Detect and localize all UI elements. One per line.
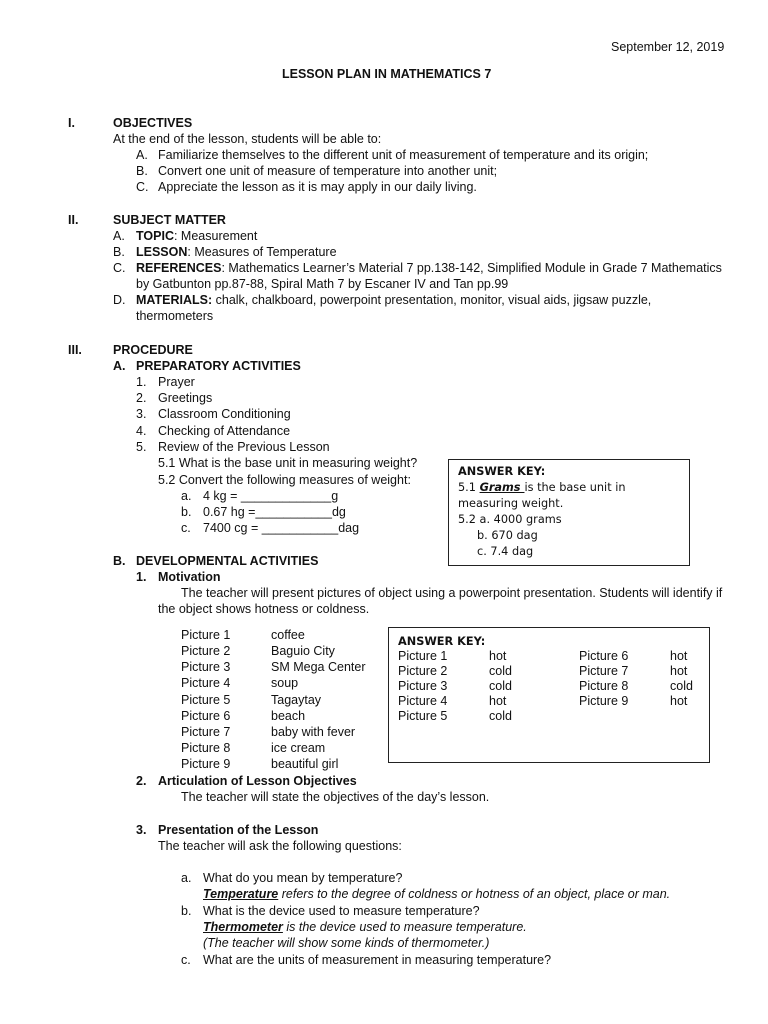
answer-definition: is the device used to measure temperature.: [282, 920, 527, 934]
question-device: What is the device used to measure temperature?: [203, 904, 480, 918]
question-letter: b.: [181, 904, 192, 918]
dev-heading: DEVELOPMENTAL ACTIVITIES: [136, 554, 319, 568]
articulation-text: The teacher will state the objectives of the day’s lesson.: [181, 790, 490, 804]
objective-letter: A.: [136, 148, 148, 162]
prep-item: Review of the Previous Lesson: [158, 440, 330, 454]
picture-label: Picture 7: [181, 725, 231, 739]
answer-picture-label: Picture 6: [579, 649, 629, 663]
references-letter: C.: [113, 261, 126, 275]
objective-letter: B.: [136, 164, 148, 178]
picture-label: Picture 3: [181, 660, 231, 674]
section-heading-objectives: OBJECTIVES: [113, 116, 193, 130]
articulation-heading: Articulation of Lesson Objectives: [158, 774, 357, 788]
objective-item: Convert one unit of measure of temperature into another unit;: [158, 164, 498, 178]
picture-label: Picture 6: [181, 709, 231, 723]
answer-picture-value: cold: [670, 679, 693, 693]
picture-value: SM Mega Center: [271, 660, 366, 674]
picture-label: Picture 5: [181, 693, 231, 707]
section-number-objectives: I.: [68, 116, 75, 130]
references-text-continued: by Gatbunton pp.87-88, Spiral Math 7 by Escaner IV and Tan pp.99: [136, 277, 509, 291]
picture-label: Picture 9: [181, 757, 231, 771]
answer-prefix: 5.1: [458, 481, 480, 494]
materials-text: chalk, chalkboard, powerpoint presentation, monitor, visual aids, jigsaw puzzle,: [212, 293, 652, 307]
prep-item-number: 1.: [136, 375, 147, 389]
section-number-subject-matter: II.: [68, 213, 79, 227]
picture-label: Picture 2: [181, 644, 231, 658]
answer-picture-label: Picture 5: [398, 709, 448, 723]
answer-picture-value: cold: [489, 664, 512, 678]
answer-term: Thermometer: [203, 920, 283, 934]
answer-key-box-motivation: [388, 627, 710, 763]
review-question-2: 5.2 Convert the following measures of weight:: [158, 473, 411, 487]
conversion-letter: a.: [181, 489, 192, 503]
section-heading-procedure: PROCEDURE: [113, 343, 193, 357]
answer-suffix: is the base unit in: [524, 481, 626, 494]
prep-item-number: 4.: [136, 424, 147, 438]
lesson-label: LESSON: [136, 245, 188, 259]
answer-picture-value: cold: [489, 679, 512, 693]
answer-key-line: c. 7.4 dag: [477, 545, 534, 558]
materials-text-continued: thermometers: [136, 309, 214, 323]
answer-picture-value: hot: [489, 694, 507, 708]
prep-item-number: 2.: [136, 391, 147, 405]
answer-key-line: [458, 480, 626, 496]
answer-picture-label: Picture 3: [398, 679, 448, 693]
teacher-note: (The teacher will show some kinds of thermometer.): [203, 936, 490, 950]
prep-item-number: 5.: [136, 440, 147, 454]
materials-line: [136, 292, 651, 308]
conversion-item: 4 kg = _____________g: [203, 489, 339, 503]
picture-value: soup: [271, 676, 299, 690]
section-number-procedure: III.: [68, 343, 82, 357]
picture-value: Tagaytay: [271, 693, 322, 707]
document-title: LESSON PLAN IN MATHEMATICS 7: [282, 67, 492, 81]
conversion-item: 0.67 hg =___________dg: [203, 505, 346, 519]
answer-key-line: 5.2 a. 4000 grams: [458, 513, 562, 526]
answer-picture-label: Picture 4: [398, 694, 448, 708]
answer-emphasis: Grams: [479, 481, 525, 494]
prep-item: Prayer: [158, 375, 195, 389]
picture-value: beautiful girl: [271, 757, 339, 771]
presentation-intro: The teacher will ask the following questions:: [158, 839, 402, 853]
section-heading-subject-matter: SUBJECT MATTER: [113, 213, 226, 227]
objective-item: Appreciate the lesson as it is may apply in our daily living.: [158, 180, 477, 194]
lesson-line: [136, 244, 337, 260]
answer-picture-label: Picture 1: [398, 649, 448, 663]
picture-value: Baguio City: [271, 644, 335, 658]
picture-value: coffee: [271, 628, 305, 642]
prep-item: Checking of Attendance: [158, 424, 291, 438]
answer-definition: refers to the degree of coldness or hotness of an object, place or man.: [278, 887, 671, 901]
answer-picture-value: hot: [670, 649, 688, 663]
objective-letter: C.: [136, 180, 149, 194]
question-letter: a.: [181, 871, 192, 885]
references-line: [136, 260, 722, 276]
presentation-heading: Presentation of the Lesson: [158, 823, 319, 837]
answer-device: [203, 919, 527, 935]
question-temperature: What do you mean by temperature?: [203, 871, 403, 885]
presentation-number: 3.: [136, 823, 147, 837]
picture-label: Picture 8: [181, 741, 231, 755]
question-units: What are the units of measurement in measuring temperature?: [203, 953, 552, 967]
answer-picture-value: hot: [670, 664, 688, 678]
prep-item: Classroom Conditioning: [158, 407, 291, 421]
topic-text: : Measurement: [173, 229, 258, 243]
answer-picture-value: cold: [489, 709, 512, 723]
objective-item: Familiarize themselves to the different unit of measurement of temperature and its origin;: [158, 148, 649, 162]
articulation-number: 2.: [136, 774, 147, 788]
references-text: : Mathematics Learner’s Material 7 pp.138-142, Simplified Module in Grade 7 Mathematics: [221, 261, 722, 275]
answer-term: Temperature: [203, 887, 279, 901]
answer-temperature: [203, 886, 670, 902]
topic-label: TOPIC: [136, 229, 174, 243]
motivation-number: 1.: [136, 570, 147, 584]
topic-line: [136, 228, 257, 244]
prep-heading: PREPARATORY ACTIVITIES: [136, 359, 301, 373]
references-label: REFERENCES: [136, 261, 222, 275]
picture-label: Picture 4: [181, 676, 231, 690]
review-question-1: 5.1 What is the base unit in measuring weight?: [158, 456, 418, 470]
answer-picture-value: hot: [489, 649, 507, 663]
answer-picture-label: Picture 9: [579, 694, 629, 708]
answer-picture-label: Picture 8: [579, 679, 629, 693]
dev-letter: B.: [113, 554, 126, 568]
materials-letter: D.: [113, 293, 126, 307]
answer-key-line: measuring weight.: [458, 497, 564, 510]
answer-key-title: ANSWER KEY:: [458, 465, 546, 478]
prep-item: Greetings: [158, 391, 213, 405]
picture-value: beach: [271, 709, 306, 723]
motivation-text-continued: the object shows hotness or coldness.: [158, 602, 370, 616]
answer-key-line: b. 670 dag: [477, 529, 538, 542]
document-date: September 12, 2019: [611, 40, 725, 54]
picture-value: baby with fever: [271, 725, 356, 739]
answer-picture-value: hot: [670, 694, 688, 708]
conversion-letter: b.: [181, 505, 192, 519]
lesson-letter: B.: [113, 245, 125, 259]
question-letter: c.: [181, 953, 191, 967]
picture-label: Picture 1: [181, 628, 231, 642]
answer-key-title: ANSWER KEY:: [398, 635, 486, 648]
motivation-text: The teacher will present pictures of object using a powerpoint presentation. Students will identify if: [181, 586, 723, 600]
conversion-letter: c.: [181, 521, 191, 535]
picture-value: ice cream: [271, 741, 326, 755]
motivation-heading: Motivation: [158, 570, 221, 584]
objectives-intro: At the end of the lesson, students will be able to:: [113, 132, 382, 146]
prep-letter: A.: [113, 359, 126, 373]
answer-key-box-review: [448, 459, 690, 566]
prep-item-number: 3.: [136, 407, 147, 421]
materials-label: MATERIALS:: [136, 293, 213, 307]
answer-picture-label: Picture 7: [579, 664, 629, 678]
topic-letter: A.: [113, 229, 125, 243]
lesson-text: : Measures of Temperature: [187, 245, 337, 259]
answer-picture-label: Picture 2: [398, 664, 448, 678]
conversion-item: 7400 cg = ___________dag: [203, 521, 360, 535]
